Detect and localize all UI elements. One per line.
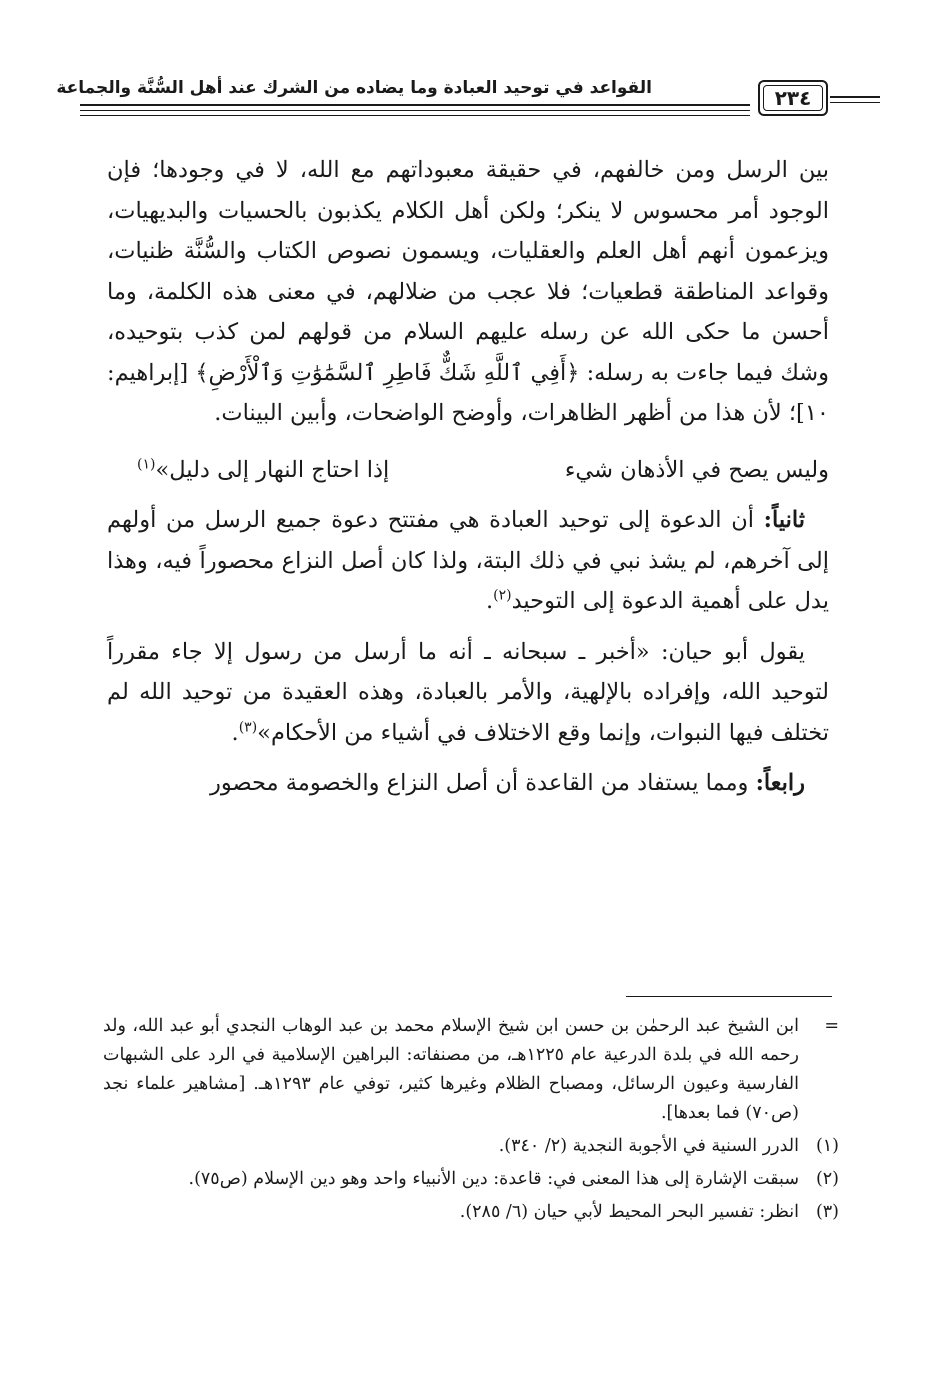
footnote-ref[interactable]: (١) <box>137 456 156 472</box>
footnotes <box>103 1012 839 1231</box>
verse-text: إذا احتاج النهار إلى دليل» <box>155 456 390 483</box>
paragraph-end: . <box>485 588 494 614</box>
footnote-mark: (٣) <box>815 1202 839 1222</box>
footnote-mark: (١) <box>815 1136 839 1156</box>
footnote-ref[interactable]: (٢) <box>493 587 512 604</box>
paragraph-label: ثانياً: <box>763 507 805 533</box>
poetry-verse <box>107 450 829 491</box>
paragraph-label: رابعاً: <box>755 770 805 796</box>
footnote-separator <box>626 996 832 997</box>
paragraph: بين الرسل ومن خالفهم، في حقيقة معبوداتهم مع الله، لا في وجودها؛ فإن الوجود أمر محسوس لا ينكر؛ ولكن أهل الكلام يكذبون بالحسيات والبديهيات، ويزعمون أنهم أهل العلم والعقليات، ويسمون نصوص الكتاب والسُّنَّة ظنيات، وقواعد المناطقة قطعيات؛ فلا عجب من ضلالهم، في معنى هذه الكلمة، وما أحسن ما حكى الله عن رسله عليهم السلام من قولهم لمن كذب بتوحيده، وشك فيما جاءت به رسله: ﴿أَفِي ٱللَّهِ شَكٌّ فَاطِرِ ٱلسَّمَٰوَٰتِ وَٱلْأَرْضِ﴾ [إبراهيم: ١٠]؛ لأن هذا من أظهر الظاهرات، وأوضح الواضحات، وأبين البينات. <box>107 157 829 426</box>
running-title: القواعد في توحيد العبادة وما يضاده من الشرك عند أهل السُّنَّة والجماعة <box>56 78 652 98</box>
footnote <box>103 1165 839 1194</box>
header-rule <box>80 110 750 111</box>
footnote <box>103 1132 839 1161</box>
paragraph-text: ومما يستفاد من القاعدة أن أصل النزاع والخصومة محصور <box>210 770 749 796</box>
paragraph-fourth <box>107 763 829 804</box>
paragraph-end: . <box>231 719 239 746</box>
footnote-text: انظر: تفسير البحر المحيط لأبي حيان (٦/ ٢٨٥). <box>459 1202 799 1222</box>
main-text <box>107 150 829 804</box>
footnote-text: ابن الشيخ عبد الرحمٰن بن حسن ابن شيخ الإسلام محمد بن عبد الوهاب النجدي أبو عبد الله، ولد رحمه الله في بلدة الدرعية عام ١٢٢٥هـ، من مصنفاته: البراهين الإسلامية في الرد على الشبهات الفارسية وعيون الرسائل، ومصباح الظلام وغيرها كثير، توفي عام ١٢٩٣هـ. [مشاهير علماء نجد (ص٧٠) فما بعدها]. <box>103 1016 799 1123</box>
verse-hemistich-left <box>137 450 389 491</box>
paragraph-second <box>107 500 829 622</box>
header-ornament-line <box>830 96 880 98</box>
paragraph-quote <box>107 632 829 754</box>
page-number: ٢٣٤ <box>758 80 828 116</box>
header-rule <box>80 115 750 116</box>
paragraph-text: يقول أبو حيان: «أخبر ـ سبحانه ـ أنه ما أرسل من رسول إلا جاء مقرراً لتوحيد الله، وإفراده بالإلهية، والأمر بالعبادة، وهذه العقيدة من توحيد الله لم تختلف فيها النبوات، وإنما وقع الاختلاف في أشياء من الأحكام» <box>107 638 829 746</box>
paragraph-text: أن الدعوة إلى توحيد العبادة هي مفتتح دعوة جميع الرسل من أولهم إلى آخرهم، لم يشذ نبي في ذلك البتة، ولذا كان أصل النزاع محصوراً فيه، وهذا يدل على أهمية الدعوة إلى التوحيد <box>107 507 829 614</box>
header-ornament-line <box>830 102 880 103</box>
verse-hemistich-right: وليس يصح في الأذهان شيء <box>564 456 829 483</box>
footnote-mark: = <box>824 1016 839 1036</box>
header-rule <box>80 104 750 106</box>
footnote-mark: (٢) <box>815 1169 839 1189</box>
page-header <box>56 72 840 132</box>
footnote-text: الدرر السنية في الأجوبة النجدية (٢/ ٣٤٠). <box>498 1136 799 1156</box>
footnote-ref[interactable]: (٣) <box>238 719 258 735</box>
footnote <box>103 1012 839 1128</box>
footnote-text: سبقت الإشارة إلى هذا المعنى في: قاعدة: دين الأنبياء واحد وهو دين الإسلام (ص٧٥). <box>188 1169 799 1189</box>
footnote <box>103 1198 839 1227</box>
